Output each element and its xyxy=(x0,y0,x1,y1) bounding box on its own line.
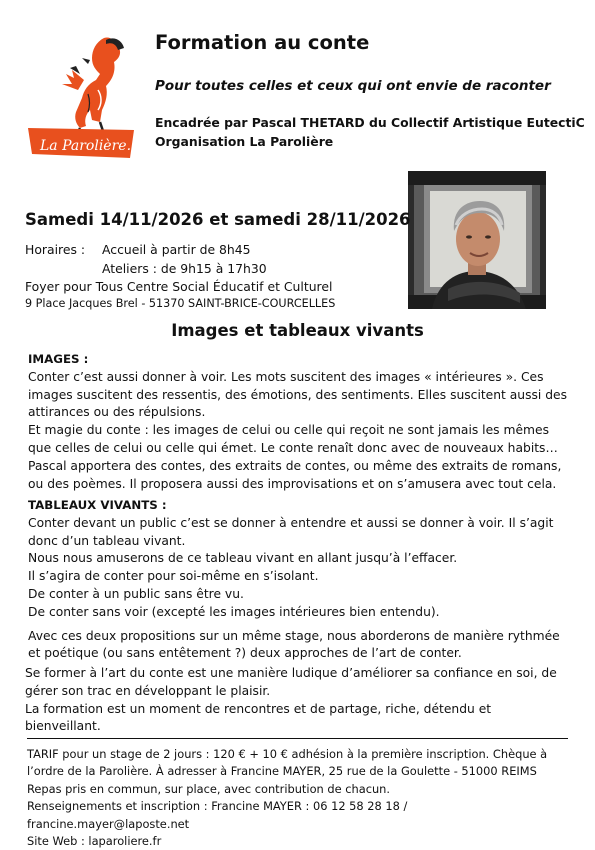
tableaux-line-5: De conter sans voir (excepté les images intérieures bien entendu). xyxy=(28,604,440,619)
tableaux-line-4: De conter à un public sans être vu. xyxy=(28,586,244,601)
la-paroliere-logo xyxy=(26,30,134,158)
hours-label: Horaires : xyxy=(25,242,86,257)
hours-workshops: Ateliers : de 9h15 à 17h30 xyxy=(102,261,267,276)
tableaux-paragraph-2: Avec ces deux propositions sur un même stage, nous aborderons de manière rythmée et poétique (ou sans entêtement ?) deux approches de l’art de conter. xyxy=(28,628,560,661)
footer-contact: Renseignements et inscription : Francine MAYER : 06 12 58 28 18 / francine.mayer@laposte.net xyxy=(27,799,408,831)
logo-text: La Parolière... xyxy=(40,138,134,154)
footer-tarif: TARIF pour un stage de 2 jours : 120 € + 10 € adhésion à la première inscription. Chèque à l’ordre de la Parolière. À adresser à Francine MAYER, 25 rue de la Goulette - 51000 REIMS xyxy=(27,747,548,779)
venue-name: Foyer pour Tous Centre Social Éducatif et Culturel xyxy=(25,279,333,294)
images-paragraph-3: Pascal apportera des contes, des extraits de contes, ou même des extraits de romans, ou des poèmes. Il proposera aussi des improvisations et on s’amusera avec tout cela. xyxy=(28,458,562,491)
images-paragraph-1: Conter c’est aussi donner à voir. Les mots suscitent des images « intérieures ». Ces images suscitent des ressentis, des émotions, des sentiments. Elles suscitent aussi des attirances ou des répulsions. xyxy=(28,369,568,420)
portrait-photo-image xyxy=(408,171,546,309)
tableaux-line-3: Il s’agira de conter pour soi-même en s’isolant. xyxy=(28,569,319,584)
footer-divider xyxy=(27,738,568,739)
subtitle: Pour toutes celles et ceux qui ont envie de raconter xyxy=(155,78,551,94)
organizer-line: Encadrée par Pascal THETARD du Collectif Artistique EutectiC xyxy=(155,115,585,130)
conclusion-paragraph-2: La formation est un moment de rencontres et de partage, riche, détendu et bienveillant. xyxy=(25,701,492,734)
portrait-photo xyxy=(408,171,546,309)
footer xyxy=(27,746,572,850)
section-title: Images et tableaux vivants xyxy=(171,321,424,340)
footer-website: Site Web : laparoliere.fr xyxy=(27,834,162,849)
conclusion-section xyxy=(25,665,570,736)
footer-meals: Repas pris en commun, sur place, avec contribution de chacun. xyxy=(27,781,391,796)
date-heading: Samedi 14/11/2026 et samedi 28/11/2026 xyxy=(25,210,411,229)
hours-reception: Accueil à partir de 8h45 xyxy=(102,242,251,257)
tableaux-line-1: Conter devant un public c’est se donner à entendre et aussi se donner à voir. Il s’agit donc d’un tableau vivant. xyxy=(28,515,554,548)
tableaux-label: TABLEAUX VIVANTS : xyxy=(28,498,167,512)
logo-illustration xyxy=(26,30,134,158)
images-section xyxy=(28,351,573,493)
venue-address: 9 Place Jacques Brel - 51370 SAINT-BRICE-COURCELLES xyxy=(25,297,336,310)
tableaux-section xyxy=(28,497,573,663)
images-label: IMAGES : xyxy=(28,352,89,366)
images-paragraph-2: Et magie du conte : les images de celui ou celle qui reçoit ne sont jamais les mêmes que celles de celui ou celle qui émet. Le conte renaît donc avec de nouveaux habits… xyxy=(28,423,558,455)
tableaux-line-2: Nous nous amuserons de ce tableau vivant en allant jusqu’à l’effacer. xyxy=(28,551,458,566)
organization-line: Organisation La Parolière xyxy=(155,134,334,149)
conclusion-paragraph-1: Se former à l’art du conte est une manière ludique d’améliorer sa confiance en soi, de gérer son trac en développant le plaisir. xyxy=(25,666,557,698)
page-title: Formation au conte xyxy=(155,31,370,54)
